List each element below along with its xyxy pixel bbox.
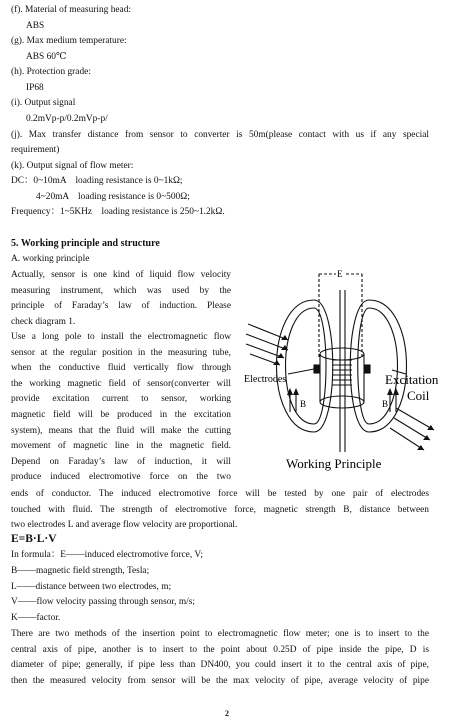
- label-b-left: B: [300, 399, 307, 409]
- spec-j-line1: (j). Max transfer distance from sensor to converter is 50m(please contact with us if any special: [11, 130, 429, 140]
- label-b-right: B: [382, 399, 389, 409]
- text-line: B——magnetic field strength, Tesla;: [11, 566, 150, 576]
- text-line: sensor at the regular position in the measuring tube,: [11, 347, 231, 358]
- text-line: Use a long pole to install the electromagnetic flow: [11, 332, 231, 342]
- text-line: L——distance between two electrodes, m;: [11, 581, 172, 592]
- spec-k-dc2: 4~20mA loading resistance is 0~500Ω;: [36, 192, 190, 202]
- page-number: 2: [225, 709, 229, 718]
- text-line: Depend on Faraday’s law of induction, it will: [11, 456, 231, 467]
- spec-k-dc1: DC：0~10mA loading resistance is 0~1kΩ;: [11, 176, 183, 186]
- spec-h-value: IP68: [26, 83, 44, 93]
- spec-i-value: 0.2mVp-p/0.2mVp-p/: [26, 114, 108, 124]
- spec-g-value: ABS 60℃: [26, 52, 67, 62]
- spec-k-freq: Frequency：1~5KHz loading resistance is 250~1.2kΩ.: [11, 207, 225, 217]
- spec-f-value: ABS: [26, 21, 45, 31]
- figure-caption: Working Principle: [286, 456, 382, 471]
- formula-intro: In formula：E——induced electromotive force, V;: [11, 550, 204, 560]
- text-line: provide excitation current to sensor, working: [11, 394, 231, 405]
- spec-i-label: (i). Output signal: [11, 98, 76, 108]
- text-line: the working magnetic field of sensor(converter will: [11, 378, 231, 389]
- text-line: touched with fluid. The strength of electromotive force, magnetic strength B, distance between: [11, 504, 429, 515]
- text-line: ends of conductor. The induced electromotive force will be tested by one pair of electrodes: [11, 489, 429, 499]
- section-subheading: A. working principle: [11, 254, 90, 264]
- text-line: movement of magnetic line in the magnetic field.: [11, 441, 231, 452]
- spec-f-label: (f). Material of measuring head:: [11, 5, 132, 15]
- text-line: V——flow velocity passing through sensor, m/s;: [11, 597, 195, 608]
- text-line: There are two methods of the insertion point to electromagnetic flow meter; one is to insert to the: [11, 629, 429, 639]
- text-line: Actually, sensor is one kind of liquid flow velocity: [11, 270, 231, 280]
- label-excitation: Excitation: [385, 372, 439, 387]
- text-line: system), means that the fluid will make the cutting: [11, 425, 231, 436]
- spec-g-label: (g). Max medium temperature:: [11, 36, 127, 46]
- section-heading: 5. Working principle and structure: [11, 238, 160, 249]
- spec-j-line2: requirement): [11, 145, 60, 155]
- formula: E=B·L·V: [11, 533, 57, 545]
- text-line: when the conductive fluid vertically flow through: [11, 363, 231, 374]
- spec-k-label: (k). Output signal of flow meter:: [11, 161, 134, 171]
- text-line: check diagram 1.: [11, 316, 76, 327]
- text-line: two electrodes L and average flow velocity are proportional.: [11, 520, 238, 531]
- text-line: diameter of pipe; generally, if pipe less than DN400, you could insert it to the central axis of pipe,: [11, 660, 429, 671]
- text-line: K——factor.: [11, 612, 61, 623]
- text-line: measuring instrument, which was used by the: [11, 285, 231, 296]
- diagram-svg: [244, 262, 444, 477]
- text-line: principle of Faraday’s law of induction. Please: [11, 301, 231, 312]
- label-e: E: [337, 269, 343, 279]
- working-principle-diagram: [244, 262, 444, 477]
- text-line: magnetic field will be produced in the excitation: [11, 410, 231, 420]
- text-line: produce induced electromotive force on the two: [11, 472, 231, 483]
- text-line: then the measured velocity from sensor will be the max velocity of pipe, average velocity of pipe: [11, 675, 429, 686]
- spec-h-label: (h). Protection grade:: [11, 67, 91, 77]
- label-coil: Coil: [407, 388, 430, 403]
- label-electrodes: Electrodes: [244, 374, 287, 385]
- text-line: central axis of pipe, another is to insert to the point about 0.25D of pipe inside the pipe, D is: [11, 644, 429, 655]
